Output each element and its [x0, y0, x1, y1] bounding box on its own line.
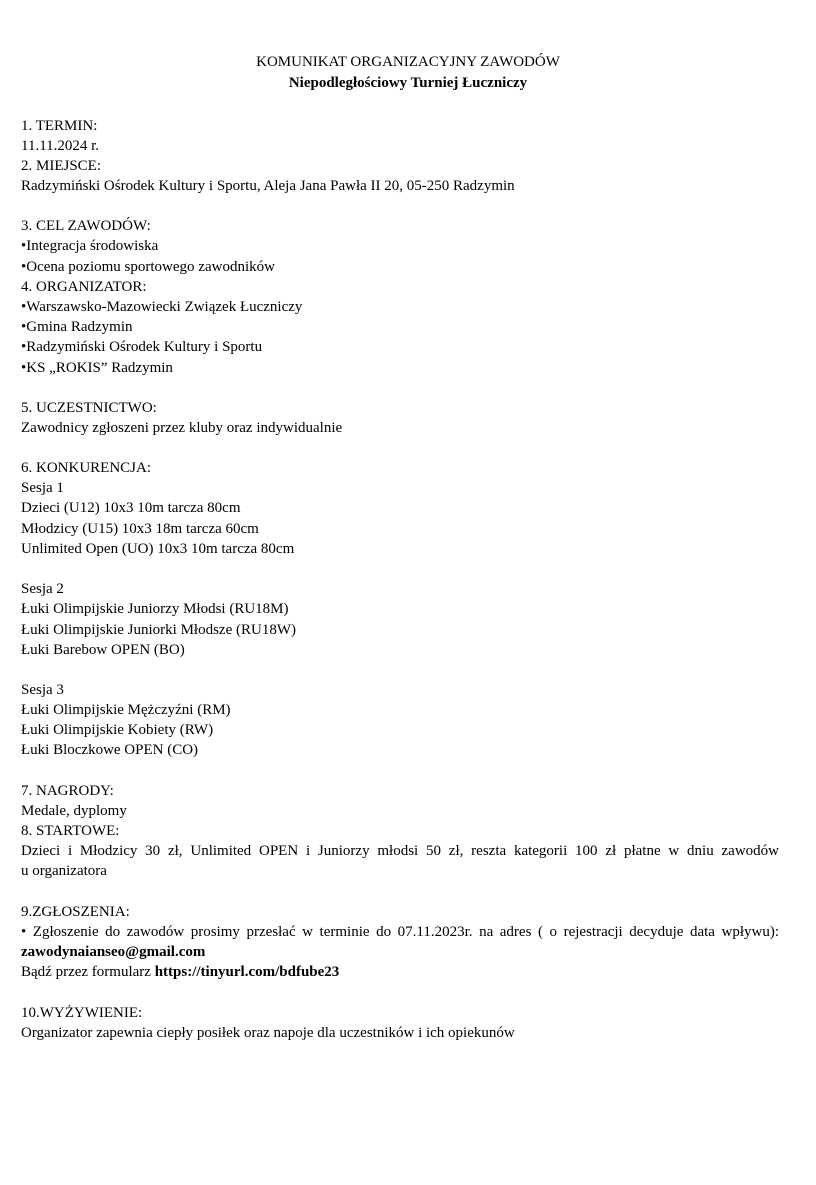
uczestnictwo-heading: 5. UCZESTNICTWO: [21, 400, 157, 416]
session-item: Młodzicy (U15) 10x3 18m tarcza 60cm [21, 521, 259, 537]
termin-heading: 1. TERMIN: [21, 118, 98, 134]
session-item: Łuki Olimpijskie Juniorki Młodsze (RU18W) [21, 622, 296, 638]
session-label: Sesja 1 [21, 480, 64, 496]
document-title: KOMUNIKAT ORGANIZACYJNY ZAWODÓW [256, 54, 560, 70]
uczestnictwo-value: Zawodnicy zgłoszeni przez kluby oraz indywidualnie [21, 420, 343, 436]
cel-item: •Ocena poziomu sportowego zawodników [21, 259, 275, 275]
organizator-item: •Warszawsko-Mazowiecki Związek Łuczniczy [21, 299, 303, 315]
zgloszenia-form-line [21, 962, 339, 982]
session-label: Sesja 3 [21, 682, 64, 698]
session-item: Łuki Olimpijskie Juniorzy Młodsi (RU18M) [21, 601, 289, 617]
organizator-item: •Radzymiński Ośrodek Kultury i Sportu [21, 339, 263, 355]
startowe-heading: 8. STARTOWE: [21, 823, 120, 839]
cel-heading: 3. CEL ZAWODÓW: [21, 218, 151, 234]
session-label: Sesja 2 [21, 581, 64, 597]
session-item: Łuki Barebow OPEN (BO) [21, 642, 185, 658]
zgloszenia-text: • Zgłoszenie do zawodów prosimy przesłać w terminie do 07.11.2023r. na adres ( o rejestracji decyduje data wpływu): [21, 924, 779, 940]
organizator-item: •Gmina Radzymin [21, 319, 133, 335]
session-item: Unlimited Open (UO) 10x3 10m tarcza 80cm [21, 541, 295, 557]
termin-value: 11.11.2024 r. [21, 138, 100, 154]
nagrody-value: Medale, dyplomy [21, 803, 127, 819]
zgloszenia-email[interactable]: zawodynaianseo@gmail.com [21, 944, 206, 960]
wyzywienie-value: Organizator zapewnia ciepły posiłek oraz napoje dla uczestników i ich opiekunów [21, 1025, 515, 1041]
session-item: Łuki Olimpijskie Kobiety (RW) [21, 722, 214, 738]
zgloszenia-form-link[interactable]: https://tinyurl.com/bdfube23 [154, 964, 340, 980]
konkurencja-heading: 6. KONKURENCJA: [21, 460, 152, 476]
miejsce-heading: 2. MIEJSCE: [21, 158, 102, 174]
session-item: Łuki Bloczkowe OPEN (CO) [21, 742, 199, 758]
startowe-text-continued: u organizatora [21, 863, 107, 879]
zgloszenia-form-prefix: Bądź przez formularz [21, 964, 155, 980]
cel-item: •Integracja środowiska [21, 238, 159, 254]
nagrody-heading: 7. NAGRODY: [21, 783, 114, 799]
session-item: Dzieci (U12) 10x3 10m tarcza 80cm [21, 500, 241, 516]
session-item: Łuki Olimpijskie Mężczyźni (RM) [21, 702, 231, 718]
document-subtitle: Niepodległościowy Turniej Łuczniczy [288, 75, 528, 91]
zgloszenia-heading: 9.ZGŁOSZENIA: [21, 904, 130, 920]
miejsce-value: Radzymiński Ośrodek Kultury i Sportu, Aleja Jana Pawła II 20, 05-250 Radzymin [21, 178, 515, 194]
organizator-heading: 4. ORGANIZATOR: [21, 279, 147, 295]
startowe-text: Dzieci i Młodzicy 30 zł, Unlimited OPEN i Juniorzy młodsi 50 zł, reszta kategorii 100 zł płatne w dniu zawodów [21, 843, 779, 859]
organizator-item: •KS „ROKIS” Radzymin [21, 360, 173, 376]
wyzywienie-heading: 10.WYŻYWIENIE: [21, 1005, 143, 1021]
